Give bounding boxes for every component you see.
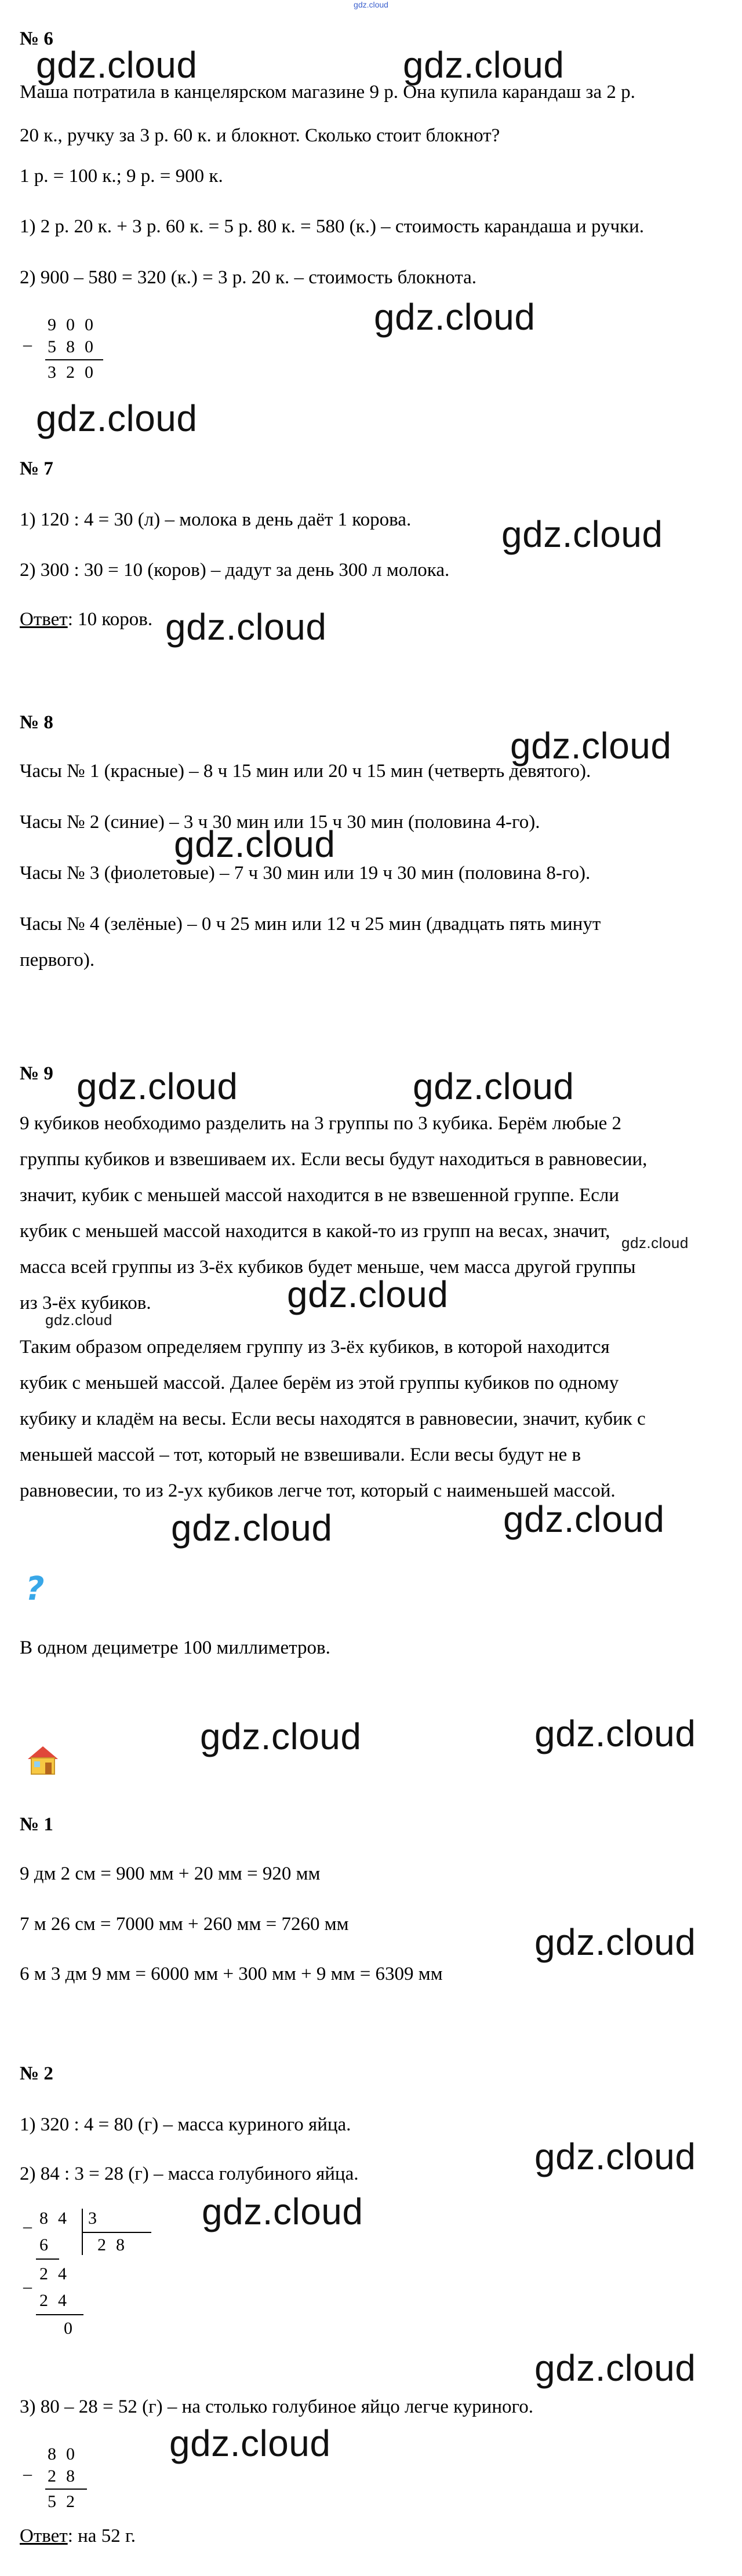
site-link[interactable]: gdz.cloud bbox=[354, 0, 388, 9]
watermark: gdz.cloud bbox=[501, 513, 663, 555]
watermark: gdz.cloud bbox=[36, 397, 198, 439]
question-icon: ? bbox=[26, 1570, 45, 1608]
subtrahend: 28 bbox=[48, 2466, 85, 2486]
answer-label: Ответ bbox=[20, 2526, 68, 2546]
subtract-2: 24 bbox=[39, 2291, 77, 2310]
watermark: gdz.cloud bbox=[534, 1713, 696, 1754]
watermark: gdz.cloud bbox=[534, 2136, 696, 2177]
conversion-line: 7 м 26 см = 7000 мм + 260 мм = 7260 мм bbox=[20, 1914, 349, 1935]
question-answer: В одном дециметре 100 миллиметров. bbox=[20, 1637, 330, 1658]
conversion-line: 1 р. = 100 к.; 9 р. = 900 к. bbox=[20, 166, 223, 187]
task-title: № 8 bbox=[20, 712, 53, 733]
paragraph-line: группы кубиков и взвешиваем их. Если весы будут находиться в равновесии, bbox=[20, 1149, 648, 1170]
answer-line bbox=[20, 2519, 136, 2553]
paragraph-line: равновесии, то из 2-ух кубиков легче тот, который с наименьшей массой. bbox=[20, 1480, 616, 1501]
watermark: gdz.cloud bbox=[534, 2347, 696, 2389]
watermark: gdz.cloud bbox=[36, 44, 198, 86]
subtract-1: 6 bbox=[39, 2235, 58, 2254]
minus-sign: – bbox=[23, 2277, 32, 2296]
house-icon bbox=[27, 1744, 59, 1776]
clock-answer: Часы № 2 (синие) – 3 ч 30 мин или 15 ч 30 мин (половина 4-го). bbox=[20, 812, 540, 833]
minuend: 80 bbox=[48, 2444, 85, 2464]
task-text: 20 к., ручку за 3 р. 60 к. и блокнот. Сколько стоит блокнот? bbox=[20, 125, 500, 146]
clock-answer: Часы № 4 (зелёные) – 0 ч 25 мин или 12 ч 25 мин (двадцать пять минут bbox=[20, 914, 601, 935]
watermark: gdz.cloud bbox=[374, 296, 536, 338]
task-title: № 2 bbox=[20, 2063, 53, 2084]
clock-answer: первого). bbox=[20, 950, 95, 970]
task-title: № 9 bbox=[20, 1063, 53, 1084]
watermark: gdz.cloud bbox=[45, 1311, 112, 1329]
remainder-1: 24 bbox=[39, 2264, 77, 2283]
paragraph-line: из 3-ёх кубиков. bbox=[20, 1293, 151, 1313]
minuend: 900 bbox=[48, 315, 103, 334]
paragraph-line: 9 кубиков необходимо разделить на 3 группы по 3 кубика. Берём любые 2 bbox=[20, 1113, 622, 1134]
watermark: gdz.cloud bbox=[503, 1498, 665, 1540]
solution-step: 1) 2 р. 20 к. + 3 р. 60 к. = 5 р. 80 к. = 580 (к.) – стоимость карандаша и ручки. bbox=[20, 216, 645, 237]
solution-step: 2) 84 : 3 = 28 (г) – масса голубиного яйца. bbox=[20, 2163, 359, 2184]
paragraph-line: масса всей группы из 3-ёх кубиков будет меньше, чем масса другой группы bbox=[20, 1257, 636, 1278]
watermark: gdz.cloud bbox=[510, 725, 672, 767]
clock-answer: Часы № 1 (красные) – 8 ч 15 мин или 20 ч 15 мин (четверть девятого). bbox=[20, 761, 591, 782]
subtrahend: 580 bbox=[48, 337, 103, 356]
watermark: gdz.cloud bbox=[169, 2422, 331, 2464]
answer-label: Ответ bbox=[20, 609, 68, 630]
solution-step: 2) 900 – 580 = 320 (к.) = 3 р. 20 к. – стоимость блокнота. bbox=[20, 267, 477, 288]
watermark: gdz.cloud bbox=[77, 1066, 238, 1107]
watermark: gdz.cloud bbox=[534, 1921, 696, 1963]
minus-sign: – bbox=[23, 2464, 32, 2483]
sub-line bbox=[36, 2314, 83, 2315]
paragraph-line: значит, кубик с меньшей массой находится в не взвешенной группе. Если bbox=[20, 1185, 619, 1206]
watermark: gdz.cloud bbox=[174, 823, 336, 865]
conversion-line: 6 м 3 дм 9 мм = 6000 мм + 300 мм + 9 мм = 6309 мм bbox=[20, 1964, 443, 1984]
task-title: № 7 bbox=[20, 458, 53, 479]
watermark: gdz.cloud bbox=[287, 1274, 449, 1315]
paragraph-line: кубик с меньшей массой. Далее берём из этой группы кубиков по одному bbox=[20, 1373, 619, 1393]
long-division bbox=[23, 2206, 174, 2345]
paragraph-line: кубику и кладём на весы. Если весы находятся в равновесии, значит, кубик с bbox=[20, 1409, 646, 1429]
solution-step: 1) 120 : 4 = 30 (л) – молока в день даёт 1 корова. bbox=[20, 509, 412, 530]
watermark: gdz.cloud bbox=[413, 1066, 574, 1107]
minus-sign: – bbox=[23, 335, 32, 354]
answer-text: : 10 коров. bbox=[67, 609, 153, 630]
task-title: № 1 bbox=[20, 1814, 53, 1835]
task-text: Маша потратила в канцелярском магазине 9 р. Она купила карандаш за 2 р. bbox=[20, 82, 635, 103]
paragraph-line: меньшей массой – тот, который не взвешивали. Если весы будут не в bbox=[20, 1444, 581, 1465]
sub-line bbox=[36, 2258, 59, 2260]
column-subtraction bbox=[23, 2442, 104, 2523]
remainder-2: 0 bbox=[64, 2319, 82, 2338]
watermark: gdz.cloud bbox=[200, 1716, 362, 1757]
quotient: 28 bbox=[97, 2235, 134, 2254]
dividend: 84 bbox=[39, 2209, 77, 2228]
answer-line bbox=[20, 603, 152, 636]
watermark: gdz.cloud bbox=[403, 44, 565, 86]
minus-sign: – bbox=[23, 2217, 32, 2236]
watermark: gdz.cloud bbox=[165, 606, 327, 648]
paragraph-line: Таким образом определяем группу из 3-ёх кубиков, в которой находится bbox=[20, 1337, 610, 1358]
watermark: gdz.cloud bbox=[171, 1507, 333, 1549]
solution-step: 1) 320 : 4 = 80 (г) – масса куриного яйца. bbox=[20, 2114, 351, 2135]
task-title: № 6 bbox=[20, 28, 53, 49]
answer-text: : на 52 г. bbox=[67, 2526, 136, 2546]
conversion-line: 9 дм 2 см = 900 мм + 20 мм = 920 мм bbox=[20, 1863, 321, 1884]
column-subtraction bbox=[23, 313, 116, 394]
watermark: gdz.cloud bbox=[621, 1234, 689, 1251]
difference: 52 bbox=[48, 2492, 85, 2511]
clock-answer: Часы № 3 (фиолетовые) – 7 ч 30 мин или 19 ч 30 мин (половина 8-го). bbox=[20, 863, 591, 884]
watermark: gdz.cloud bbox=[202, 2191, 363, 2232]
solution-step: 3) 80 – 28 = 52 (г) – на столько голубиное яйцо легче куриного. bbox=[20, 2396, 533, 2417]
divisor: 3 bbox=[88, 2209, 107, 2228]
solution-step: 2) 300 : 30 = 10 (коров) – дадут за день 300 л молока. bbox=[20, 560, 450, 581]
difference: 320 bbox=[48, 363, 103, 382]
paragraph-line: кубик с меньшей массой находится в какой-то из групп на весах, значит, bbox=[20, 1221, 610, 1242]
